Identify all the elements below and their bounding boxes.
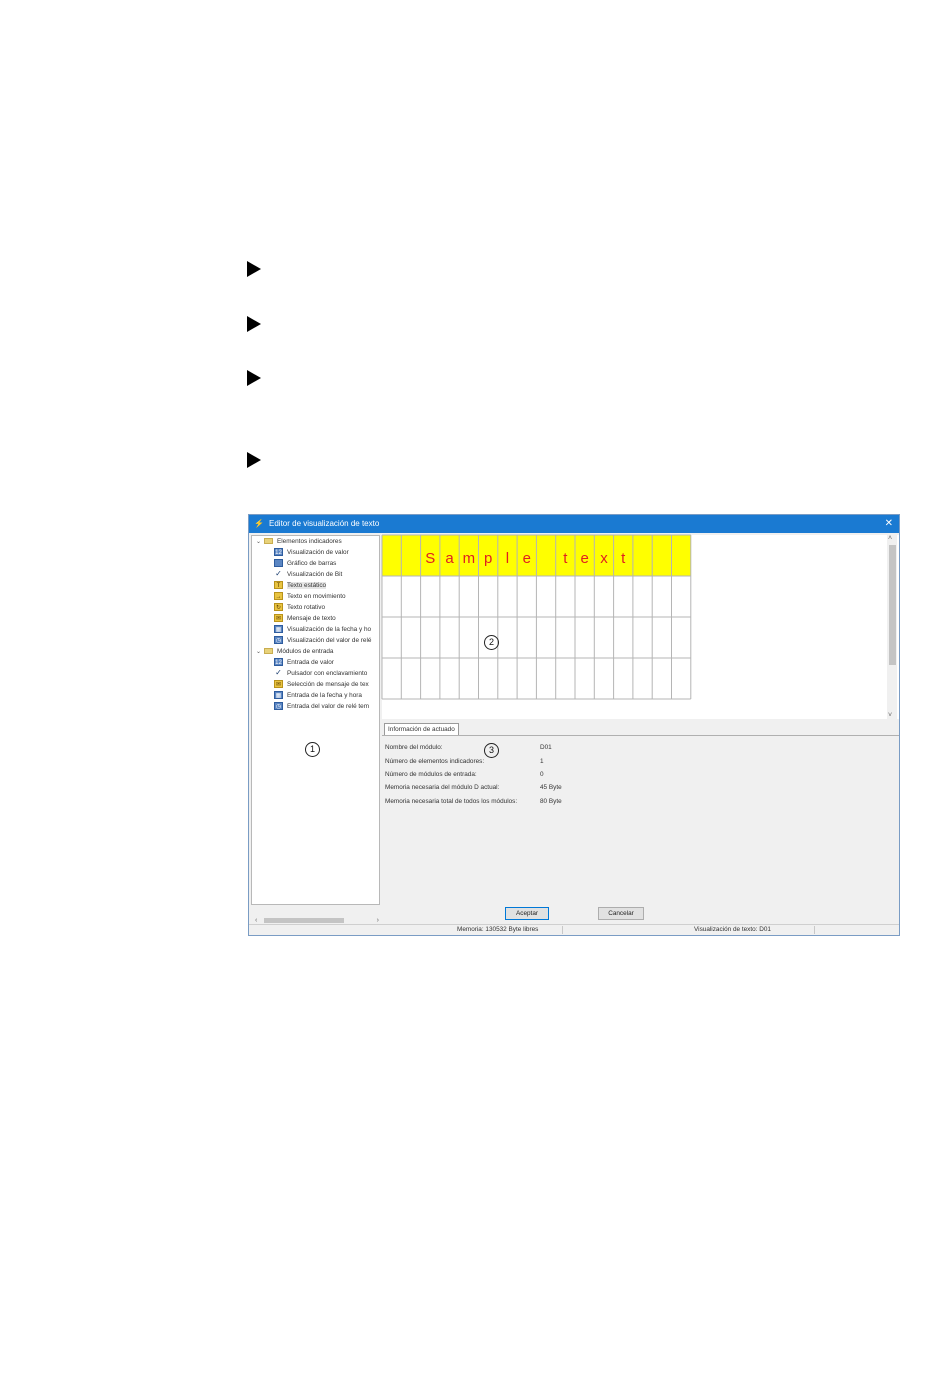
bullet-marker [247,452,261,468]
tree-item-value-entry[interactable]: 12 Entrada de valor [275,659,334,667]
scrollbar-thumb[interactable] [889,545,896,665]
tree-item-relay-entry[interactable]: ◷ Entrada del valor de relé tem [275,703,370,711]
lcd-grid[interactable] [382,535,899,719]
text-message-icon: ✉ [275,616,282,623]
tree-item-message-select[interactable]: ✉ Selección de mensaje de tex [275,681,369,689]
text-display-editor-window [248,514,900,936]
title-bar [249,515,899,533]
lcd-character: e [522,550,531,567]
tree-item-value-display[interactable]: 12 Visualización de valor [275,549,349,557]
lcd-character: a [445,550,454,567]
info-panel [382,721,899,905]
tree-item-relay-value-display[interactable]: ◷ Visualización del valor de relé [275,637,372,645]
lcd-character: x [600,550,608,567]
lcd-character: p [483,550,493,567]
status-bar [249,924,899,935]
tree-item-static-text[interactable]: T Texto estático [274,580,326,591]
folder-icon [264,538,273,544]
lcd-character: S [425,550,436,567]
status-separator [562,926,563,934]
tree-item-date-entry[interactable]: ▦ Entrada de la fecha y hora [275,692,362,700]
tree-item-bit-display[interactable]: ✓ Visualización de Bit [275,569,343,579]
tab-divider [382,735,899,736]
message-select-icon: ✉ [275,682,282,689]
lcd-character: l [505,550,510,567]
display-canvas[interactable] [382,535,899,719]
checkmark-icon: ✓ [275,569,282,579]
bullet-marker [247,316,261,332]
canvas-vertical-scrollbar[interactable] [887,535,897,719]
tree-item-moving-text[interactable]: → Texto en movimiento [275,593,346,601]
rotating-text-icon: ↻ [275,605,282,612]
relay-value-icon: ◷ [275,638,282,645]
value-entry-icon: 12 [275,660,282,667]
info-row: Número de módulos de entrada: 0 [385,771,544,778]
moving-text-icon: → [275,594,282,601]
ok-button[interactable]: Aceptar [505,907,549,920]
date-entry-icon: ▦ [275,693,282,700]
chevron-down-icon[interactable]: ⌄ [256,539,262,545]
info-row: Número de elementos indicadores: 1 [385,758,544,765]
lcd-character: t [621,550,626,567]
latching-button-icon: ✓ [275,668,282,678]
bullet-marker [247,261,261,277]
tree-item-latching-button[interactable]: ✓ Pulsador con enclavamiento [275,668,368,678]
window-title: Editor de visualización de texto [269,519,380,528]
tab-info[interactable]: Información de actuado [384,723,459,736]
lcd-character: m [462,550,476,567]
info-row: Nombre del módulo: D01 [385,744,552,751]
info-row: Memoria necesaria total de todos los módulos: 80 Byte [385,798,562,805]
callout-1: 1 [305,742,320,757]
scroll-down-icon[interactable]: ˅ [888,712,893,719]
static-text-icon: T [274,581,283,589]
scroll-up-icon[interactable]: ˄ [888,535,893,542]
tree-item-rotating-text[interactable]: ↻ Texto rotativo [275,604,326,612]
element-tree [251,535,380,924]
close-icon[interactable]: ✕ [884,518,893,529]
scroll-left-icon[interactable]: ‹ [255,917,258,924]
bar-graph-icon [274,559,283,567]
folder-icon [264,648,273,654]
bullet-marker [247,370,261,386]
scrollbar-thumb[interactable] [264,918,344,923]
relay-entry-icon: ◷ [275,704,282,711]
chevron-down-icon[interactable]: ⌄ [256,649,262,655]
tree-group-indicators[interactable]: ⌄ Elementos indicadores [256,536,342,547]
app-icon: ⚡ [254,519,264,528]
tree-group-input-modules[interactable]: ⌄ Módulos de entrada [256,646,334,657]
info-row: Memoria necesaria del módulo D actual: 45 Byte [385,784,562,791]
value-display-icon: 12 [275,550,282,557]
date-time-icon: ▦ [275,627,282,634]
tree-item-date-time-display[interactable]: ▦ Visualización de la fecha y ho [275,626,372,634]
tree-item-text-message[interactable]: ✉ Mensaje de texto [275,615,336,623]
callout-3: 3 [484,743,499,758]
lcd-character: t [563,550,568,567]
status-memory: Memoria: 130532 Byte libres [457,926,539,933]
status-mode: Visualización de texto: D01 [694,926,771,933]
status-separator [814,926,815,934]
callout-2: 2 [484,635,499,650]
scroll-right-icon[interactable]: › [376,917,379,924]
tree-item-bar-graph[interactable]: Gráfico de barras [274,558,336,569]
cancel-button[interactable]: Cancelar [598,907,644,920]
lcd-character: e [580,550,589,567]
